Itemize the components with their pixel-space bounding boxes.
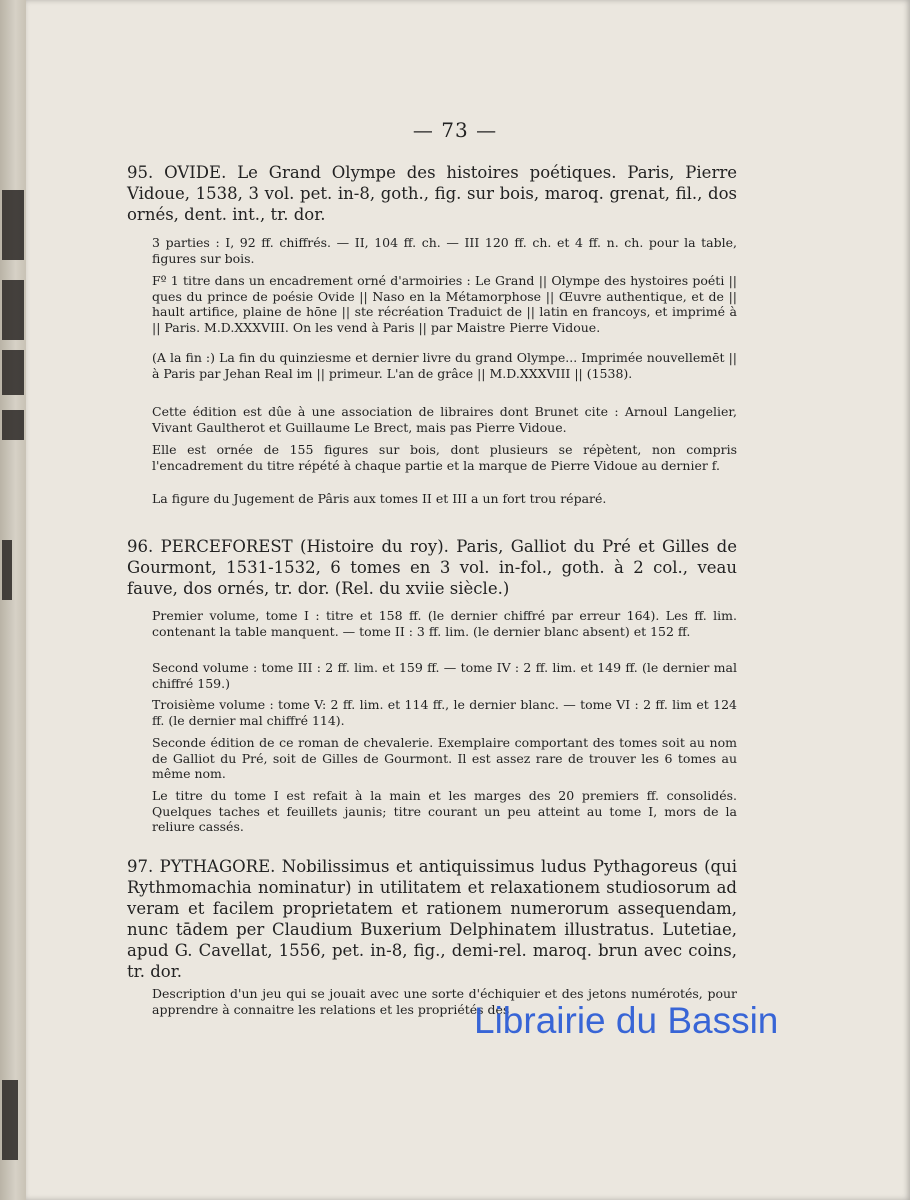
entry-95-note-2: Fº 1 titre dans un encadrement orné d'armoiries : Le Grand || Olympe des hystoires poéti || ques du prince de poésie Ovide || Naso en la Métamorphose || Œuvre authentique, et de || hault artifice, plaine de hōne || ste récréation Traduict de || latin en francoys, et imprimé à || Paris. M.D.XXXVIII. On les vend à Paris || par Maistre Pierre Vidoue. [152, 273, 737, 335]
entry-96-note-1: Premier volume, tome I : titre et 158 ff. (le dernier chiffré par erreur 164). Les ff. lim. contenant la table manquent. — tome II : 3 ff. lim. (le dernier blanc absent) et 152 ff. [152, 608, 737, 639]
entry-97-note-1: Description d'un jeu qui se jouait avec une sorte d'échiquier et des jetons numérotés, pour apprendre à connaitre les relations et les propriétés des [152, 986, 737, 1017]
watermark-logo: Librairie du Bassin [474, 1000, 779, 1041]
entry-96-note-5: Le titre du tome I est refait à la main et les marges des 20 premiers ff. consolidés. Quelques taches et feuillets jaunis; titre courant un peu atteint au tome I, mors de la reliure cassés. [152, 788, 737, 834]
entry-95-note-3: (A la fin :) La fin du quinziesme et dernier livre du grand Olympe... Imprimée nouvellemēt || à Paris par Jehan Real im || primeur. L'an de grâce || M.D.XXXVIII || (1538). [152, 350, 737, 381]
entry-97-heading: 97. PYTHAGORE. Nobilissimus et antiquissimus ludus Pythagoreus (qui Rythmomachia nominatur) in utilitatem et relaxationem studiosorum ad veram et facilem proprietatem et rationem numerorum assequendam, nunc tādem per Claudium Buxerium Delphinatem illustratus. Lutetiae, apud G. Cavellat, 1556, pet. in-8, fig., demi-rel. maroq. brun avec coins, tr. dor. [127, 857, 737, 981]
entry-96-note-4: Seconde édition de ce roman de chevalerie. Exemplaire comportant des tomes soit au nom de Galliot du Pré, soit de Gilles de Gourmont. Il est assez rare de trouver les 6 tomes au même nom. [152, 735, 737, 781]
entry-95-note-5: Elle est ornée de 155 figures sur bois, dont plusieurs se répètent, non compris l'encadrement du titre répété à chaque partie et la marque de Pierre Vidoue au dernier f. [152, 442, 737, 473]
entry-96-note-2: Second volume : tome III : 2 ff. lim. et 159 ff. — tome IV : 2 ff. lim. et 149 ff. (le dernier mal chiffré 159.) [152, 660, 737, 691]
entry-95-note-6: La figure du Jugement de Pâris aux tomes II et III a un fort trou réparé. [152, 491, 607, 506]
entry-95-note-4: Cette édition est dûe à une association de libraires dont Brunet cite : Arnoul Langelier, Vivant Gaultherot et Guillaume Le Brect, mais pas Pierre Vidoue. [152, 404, 737, 435]
facing-page-edge [0, 0, 26, 1200]
entry-95-heading: 95. OVIDE. Le Grand Olympe des histoires poétiques. Paris, Pierre Vidoue, 1538, 3 vol. pet. in-8, goth., fig. sur bois, maroq. grenat, fil., dos ornés, dent. int., tr. dor. [127, 163, 737, 224]
page-number: — 73 — [412, 118, 498, 142]
entry-95-note-1: 3 parties : I, 92 ff. chiffrés. — II, 104 ff. ch. — III 120 ff. ch. et 4 ff. n. ch. pour la table, figures sur bois. [152, 235, 737, 266]
entry-96-heading: 96. PERCEFOREST (Histoire du roy). Paris, Galliot du Pré et Gilles de Gourmont, 1531-1532, 6 tomes en 3 vol. in-fol., goth. à 2 col., veau fauve, dos ornés, tr. dor. (Rel. du xviie siècle.) [127, 537, 737, 598]
entry-96-note-3: Troisième volume : tome V: 2 ff. lim. et 114 ff., le dernier blanc. — tome VI : 2 ff. lim et 124 ff. (le dernier mal chiffré 114). [152, 697, 737, 728]
